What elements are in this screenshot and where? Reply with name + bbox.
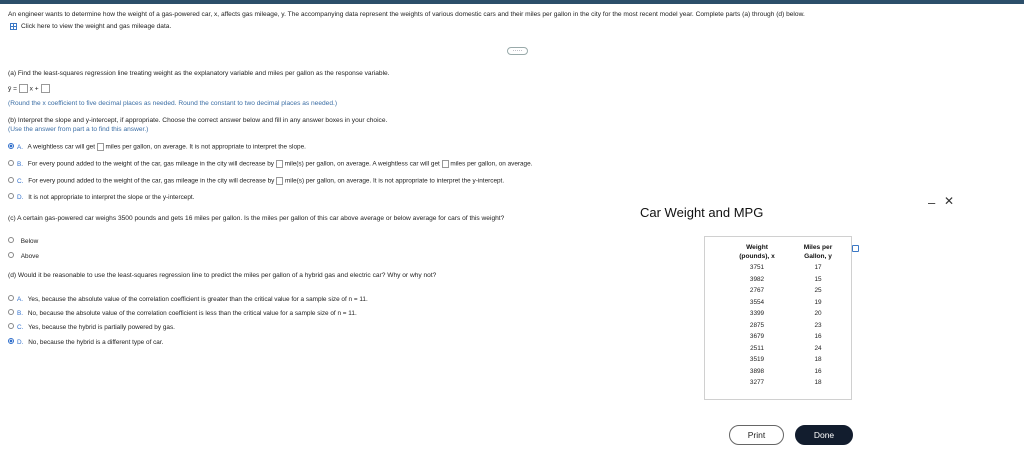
part-d-question: (d) Would it be reasonable to use the least-squares regression line to predict the miles per gallon of a hybrid gas and electric car? Why or why not?	[8, 272, 437, 279]
part-b-option-d[interactable]: D. It is not appropriate to interpret the slope or the y-intercept.	[8, 194, 194, 201]
radio-selected[interactable]	[8, 143, 14, 149]
mpg-cell: 25	[814, 287, 822, 294]
part-b-hint: (Use the answer from part a to find this answer.)	[8, 126, 149, 133]
mpg-cell: 15	[814, 275, 822, 283]
radio-selected[interactable]	[8, 338, 14, 344]
column-header-mpg: Miles per Gallon, y	[803, 244, 833, 260]
mpg-cell: 18	[814, 379, 822, 386]
mpg-cell: 19	[814, 298, 822, 306]
x-coefficient-input[interactable]	[19, 84, 28, 93]
part-b-option-a[interactable]: A. A weightless car will get miles per gallon, on average. It is not appropriate to interpret the slope.	[8, 143, 306, 151]
constant-input[interactable]	[41, 84, 50, 93]
popup-title: Car Weight and MPG	[640, 205, 764, 220]
slope-answer-box[interactable]	[276, 160, 283, 168]
weight-cell: 3898	[749, 367, 765, 375]
expand-ellipsis-button[interactable]: ·····	[507, 47, 528, 55]
mpg-cell: 23	[814, 321, 822, 329]
data-table	[704, 236, 852, 400]
part-a-rounding: (Round the x coefficient to five decimal places as needed. Round the constant to two decimal places as needed.)	[8, 100, 338, 107]
intro-text: An engineer wants to determine how the weight of a gas-powered car, x, affects gas mileage, y. The accompanying data represent the weights of various domestic cars and their miles per gallon in the city for the most recent model year. Complete parts (a) through (d) below.	[8, 11, 805, 18]
yhat-label: ŷ =	[8, 85, 17, 93]
regression-equation	[8, 84, 50, 93]
part-a-question: (a) Find the least-squares regression line treating weight as the explanatory variable and miles per gallon as the response variable.	[8, 70, 390, 77]
print-button[interactable]: Print	[729, 425, 784, 445]
x-plus-label: x +	[29, 85, 39, 93]
column-header-weight: Weight (pounds), x	[739, 244, 775, 260]
radio[interactable]	[8, 160, 14, 166]
weight-cell: 3554	[749, 298, 765, 306]
data-link[interactable]	[10, 23, 171, 30]
weight-cell: 3751	[749, 264, 765, 271]
radio[interactable]	[8, 252, 14, 258]
minimize-icon[interactable]: –	[928, 195, 936, 210]
part-b-option-c[interactable]: C. For every pound added to the weight of the car, gas mileage in the city will decrease by mile(s) per gallon, on average. It is not appropriate to interpret the y-intercept.	[8, 177, 504, 185]
weight-cell: 3277	[749, 379, 765, 386]
radio[interactable]	[8, 193, 14, 199]
weight-cell: 3519	[749, 356, 765, 363]
copy-icon[interactable]	[852, 245, 859, 252]
mpg-cell: 24	[814, 344, 822, 352]
part-d-option-b[interactable]: B. No, because the absolute value of the correlation coefficient is less than the critical value for a sample size of n = 11.	[8, 310, 357, 317]
close-icon[interactable]: ✕	[944, 194, 955, 208]
mpg-cell: 17	[814, 264, 822, 271]
radio[interactable]	[8, 323, 14, 329]
part-d-option-c[interactable]: C. Yes, because the hybrid is partially powered by gas.	[8, 324, 175, 331]
mpg-cell: 16	[814, 367, 822, 375]
slope-answer-box[interactable]	[276, 177, 283, 185]
radio[interactable]	[8, 309, 14, 315]
part-b-question: (b) Interpret the slope and y-intercept, if appropriate. Choose the correct answer below and fill in any answer boxes in your choice.	[8, 117, 388, 124]
mpg-cell: 16	[814, 333, 822, 340]
part-d-option-a[interactable]: A. Yes, because the absolute value of the correlation coefficient is greater than the critical value for a sample size of n = 11.	[8, 296, 368, 303]
top-bar	[0, 0, 1024, 4]
part-c-question: (c) A certain gas-powered car weighs 3500 pounds and gets 16 miles per gallon. Is the miles per gallon of this car above average or below average for cars of this weight?	[8, 215, 505, 222]
radio[interactable]	[8, 177, 14, 183]
weight-cell: 2767	[749, 287, 765, 294]
mpg-cell: 18	[814, 356, 822, 363]
done-button[interactable]: Done	[795, 425, 853, 445]
weight-cell: 2875	[749, 321, 765, 329]
weight-cell: 2511	[750, 344, 764, 352]
radio[interactable]	[8, 237, 14, 243]
part-d-option-d[interactable]: D. No, because the hybrid is a different type of car.	[8, 339, 163, 346]
weight-cell: 3399	[749, 310, 765, 317]
table-icon	[10, 23, 17, 30]
weight-cell: 3982	[749, 275, 765, 283]
mpg-cell: 20	[814, 310, 822, 317]
part-b-option-b[interactable]: B. For every pound added to the weight of the car, gas mileage in the city will decrease by mile(s) per gallon, on average. A weightless car will get miles per gallon, on average.	[8, 160, 532, 168]
part-c-option-above[interactable]: Above	[8, 253, 39, 260]
data-link-label[interactable]: Click here to view the weight and gas mileage data.	[21, 23, 172, 30]
part-c-option-below[interactable]: Below	[8, 238, 38, 245]
radio[interactable]	[8, 295, 14, 301]
intercept-answer-box[interactable]	[97, 143, 104, 151]
weight-cell: 3679	[749, 333, 765, 340]
intercept-answer-box[interactable]	[442, 160, 449, 168]
